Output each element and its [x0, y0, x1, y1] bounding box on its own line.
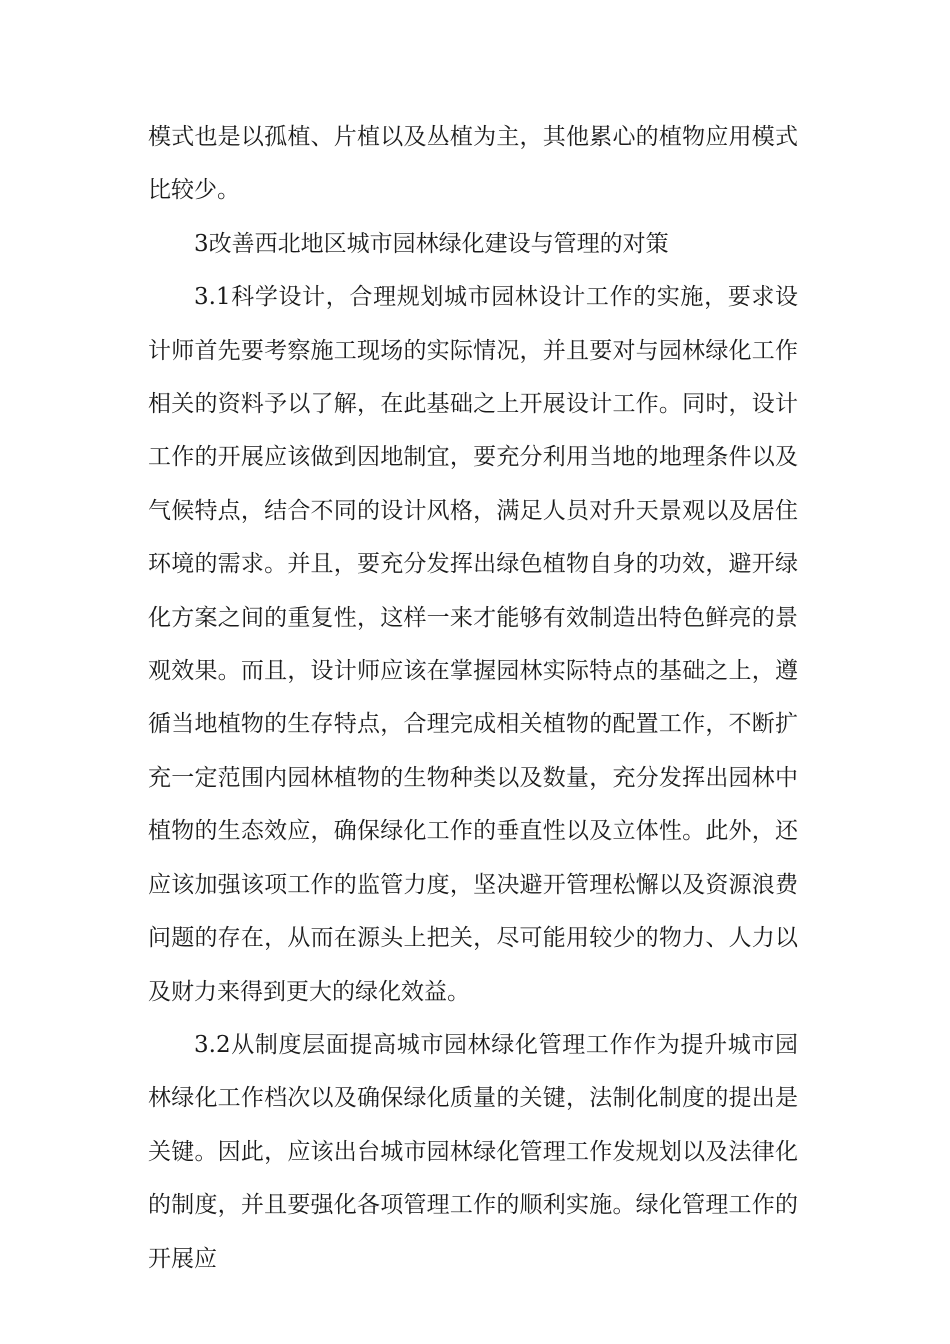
- paragraph-3-1: 3.1科学设计，合理规划城市园林设计工作的实施，要求设计师首先要考察施工现场的实际情况，并且要对与园林绿化工作相关的资料予以了解，在此基础之上开展设计工作。同时，设计工作的开展应该做到因地制宜，要充分利用当地的地理条件以及气候特点，结合不同的设计风格，满足人员对升天景观以及居住环境的需求。并且，要充分发挥出绿色植物自身的功效，避开绿化方案之间的重复性，这样一来才能够有效制造出特色鲜亮的景观效果。而且，设计师应该在掌握园林实际特点的基础之上，遵循当地植物的生存特点，合理完成相关植物的配置工作，不断扩充一定范围内园林植物的生物种类以及数量，充分发挥出园林中植物的生态效应，确保绿化工作的垂直性以及立体性。此外，还应该加强该项工作的监管力度，坚决避开管理松懈以及资源浪费问题的存在，从而在源头上把关，尽可能用较少的物力、人力以及财力来得到更大的绿化效益。: [148, 284, 798, 1005]
- document-body: [148, 111, 798, 1286]
- paragraph-3-2: 3.2从制度层面提高城市园林绿化管理工作作为提升城市园林绿化工作档次以及确保绿化质量的关键，法制化制度的提出是关键。因此，应该出台城市园林绿化管理工作发规划以及法律化的制度，并且要强化各项管理工作的顺利实施。绿化管理工作的开展应: [148, 1031, 798, 1272]
- section-heading-3: 3改善西北地区城市园林绿化建设与管理的对策: [194, 230, 669, 257]
- paragraph-continued: 模式也是以孤植、片植以及丛植为主，其他累心的植物应用模式比较少。: [148, 124, 798, 204]
